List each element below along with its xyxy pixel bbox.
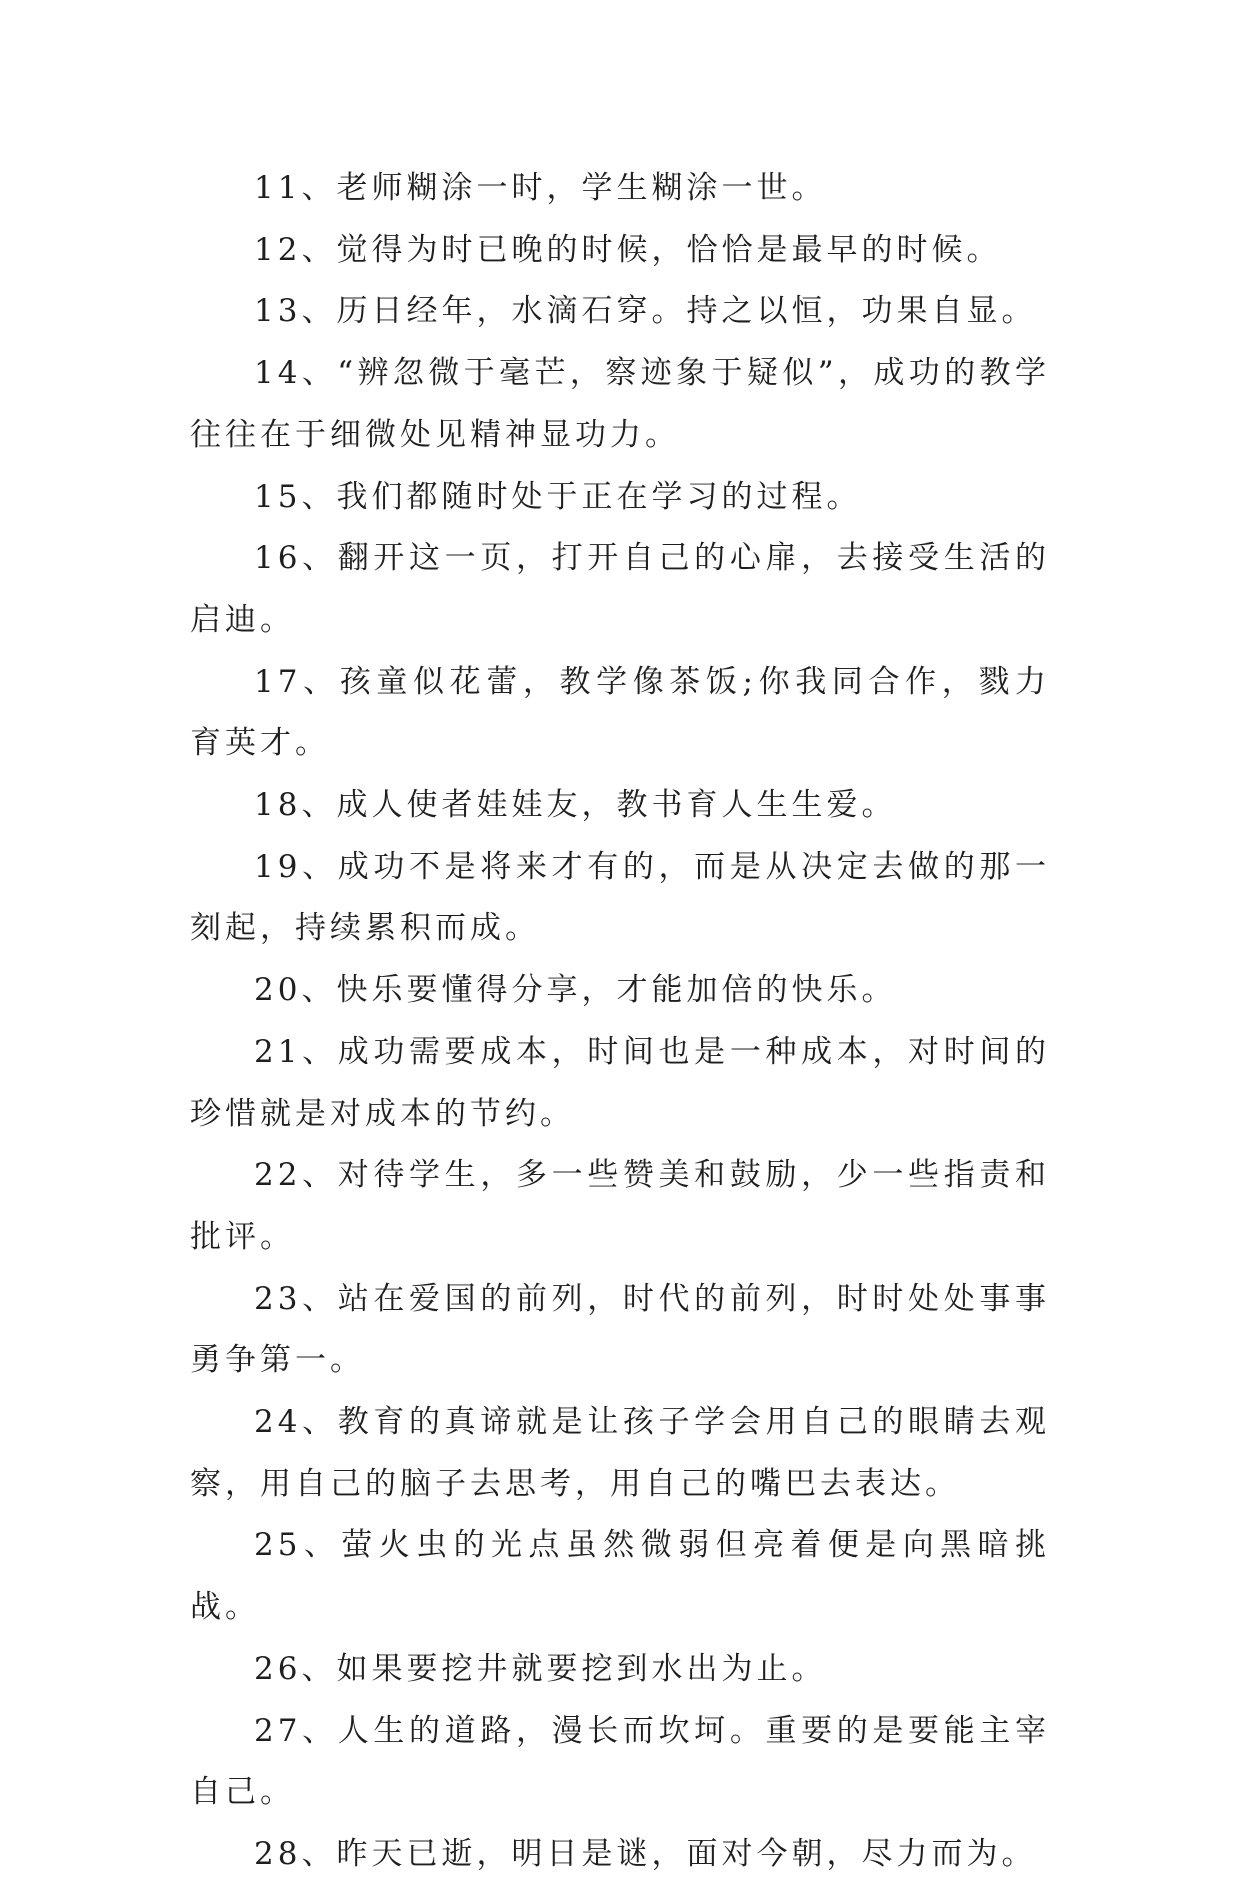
paragraph-11: 11、老师糊涂一时，学生糊涂一世。 — [254, 170, 827, 206]
paragraph-22: 22、对待学生，多一些赞美和鼓励，少一些指责和批评。 — [190, 1157, 1050, 1255]
paragraph-13: 13、历日经年，水滴石穿。持之以恒，功果自显。 — [254, 293, 1037, 330]
paragraph-21: 21、成功需要成本，时间也是一种成本，对时间的珍惜就是对成本的节约。 — [190, 1033, 1050, 1132]
paragraph-15: 15、我们都随时处于正在学习的过程。 — [254, 478, 862, 515]
paragraph-18: 18、成人使者娃娃友，教书育人生生爱。 — [254, 787, 897, 824]
paragraph-19: 19、成功不是将来才有的，而是从决定去做的那一刻起，持续累积而成。 — [190, 848, 1050, 947]
paragraph-12: 12、觉得为时已晚的时候，恰恰是最早的时候。 — [254, 231, 1002, 268]
paragraph-23: 23、站在爱国的前列，时代的前列，时时处处事事勇争第一。 — [190, 1280, 1050, 1379]
paragraph-26: 26、如果要挖井就要挖到水出为止。 — [254, 1650, 827, 1687]
paragraph-28: 28、昨天已逝，明日是谜，面对今朝，尽力而为。 — [254, 1835, 1037, 1872]
paragraph-27: 27、人生的道路，漫长而坎坷。重要的是要能主宰自己。 — [190, 1712, 1050, 1811]
paragraph-24: 24、教育的真谛就是让孩子学会用自己的眼睛去观察，用自己的脑子去思考，用自己的嘴巴去表达。 — [190, 1404, 1050, 1502]
paragraph-16: 16、翻开这一页，打开自己的心扉，去接受生活的启迪。 — [190, 540, 1050, 638]
paragraph-20: 20、快乐要懂得分享，才能加倍的快乐。 — [254, 972, 897, 1009]
paragraph-25: 25、萤火虫的光点虽然微弱但亮着便是向黑暗挑战。 — [190, 1527, 1050, 1626]
document-body — [190, 158, 1050, 1886]
paragraph-14: 14、“辨忽微于毫芒，察迹象于疑似”，成功的教学往往在于细微处见精神显功力。 — [190, 355, 1050, 453]
paragraph-17: 17、孩童似花蕾，教学像茶饭;你我同合作，戮力育英才。 — [190, 663, 1050, 762]
